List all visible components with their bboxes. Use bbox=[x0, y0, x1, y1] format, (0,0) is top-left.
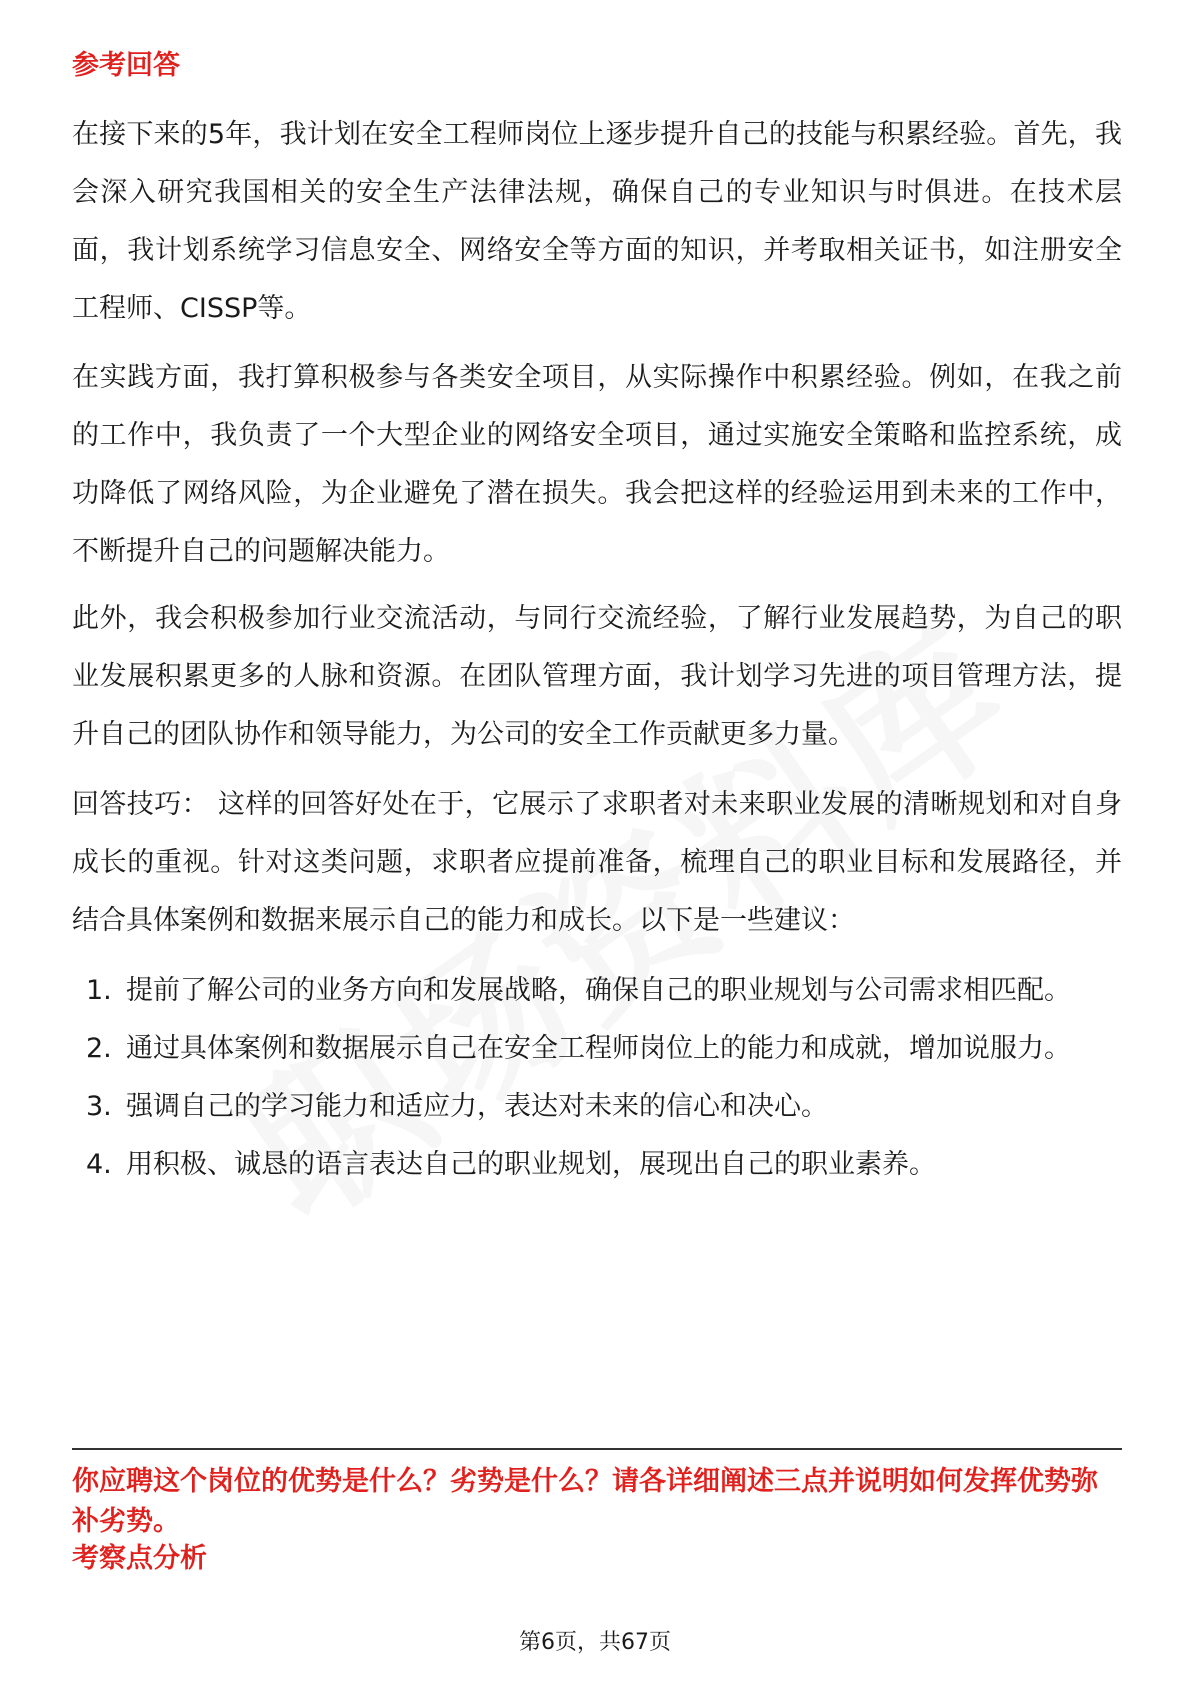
list-item-number: 3. bbox=[86, 1091, 112, 1122]
list-item-number: 1. bbox=[86, 975, 112, 1006]
list-item-text: 通过具体案例和数据展示自己在安全工程师岗位上的能力和成就，增加说服力。 bbox=[126, 1033, 1071, 1064]
list-item bbox=[72, 1020, 1122, 1078]
section-divider bbox=[72, 1448, 1122, 1450]
analysis-heading: 考察点分析 bbox=[72, 1543, 207, 1574]
tips-list bbox=[72, 962, 1122, 1194]
answer-paragraph-2: 在实践方面，我打算积极参与各类安全项目，从实际操作中积累经验。例如，在我之前的工作中，我负责了一个大型企业的网络安全项目，通过实施安全策略和监控系统，成功降低了网络风险，为企业避免了潜在损失。我会把这样的经验运用到未来的工作中，不断提升自己的问题解决能力。 bbox=[72, 362, 1122, 567]
list-item-number: 2. bbox=[86, 1033, 112, 1064]
answer-paragraph-3: 此外，我会积极参加行业交流活动，与同行交流经验，了解行业发展趋势，为自己的职业发展积累更多的人脉和资源。在团队管理方面，我计划学习先进的项目管理方法，提升自己的团队协作和领导能力，为公司的安全工作贡献更多力量。 bbox=[72, 603, 1122, 750]
answer-paragraph-1: 在接下来的5年，我计划在安全工程师岗位上逐步提升自己的技能与积累经验。首先，我会深入研究我国相关的安全生产法律法规，确保自己的专业知识与时俱进。在技术层面，我计划系统学习信息安全、网络安全等方面的知识，并考取相关证书，如注册安全工程师、CISSP等。 bbox=[72, 119, 1122, 324]
list-item bbox=[72, 1136, 1122, 1194]
list-item-text: 强调自己的学习能力和适应力，表达对未来的信心和决心。 bbox=[126, 1091, 828, 1122]
page-footer: 第6页，共67页 bbox=[519, 1630, 671, 1655]
reference-answer-heading: 参考回答 bbox=[72, 50, 180, 81]
list-item-number: 4. bbox=[86, 1149, 112, 1180]
answer-tips-paragraph: 回答技巧： 这样的回答好处在于，它展示了求职者对未来职业发展的清晰规划和对自身成长的重视。针对这类问题，求职者应提前准备，梳理自己的职业目标和发展路径，并结合具体案例和数据来展示自己的能力和成长。以下是一些建议： bbox=[72, 789, 1122, 936]
list-item-text: 提前了解公司的业务方向和发展战略，确保自己的职业规划与公司需求相匹配。 bbox=[126, 975, 1071, 1006]
list-item bbox=[72, 1078, 1122, 1136]
next-question-heading: 你应聘这个岗位的优势是什么？劣势是什么？请各详细阐述三点并说明如何发挥优势弥补劣势。 bbox=[72, 1466, 1098, 1537]
list-item-text: 用积极、诚恳的语言表达自己的职业规划，展现出自己的职业素养。 bbox=[126, 1149, 936, 1180]
list-item bbox=[72, 962, 1122, 1020]
document-page bbox=[72, 0, 1122, 1684]
